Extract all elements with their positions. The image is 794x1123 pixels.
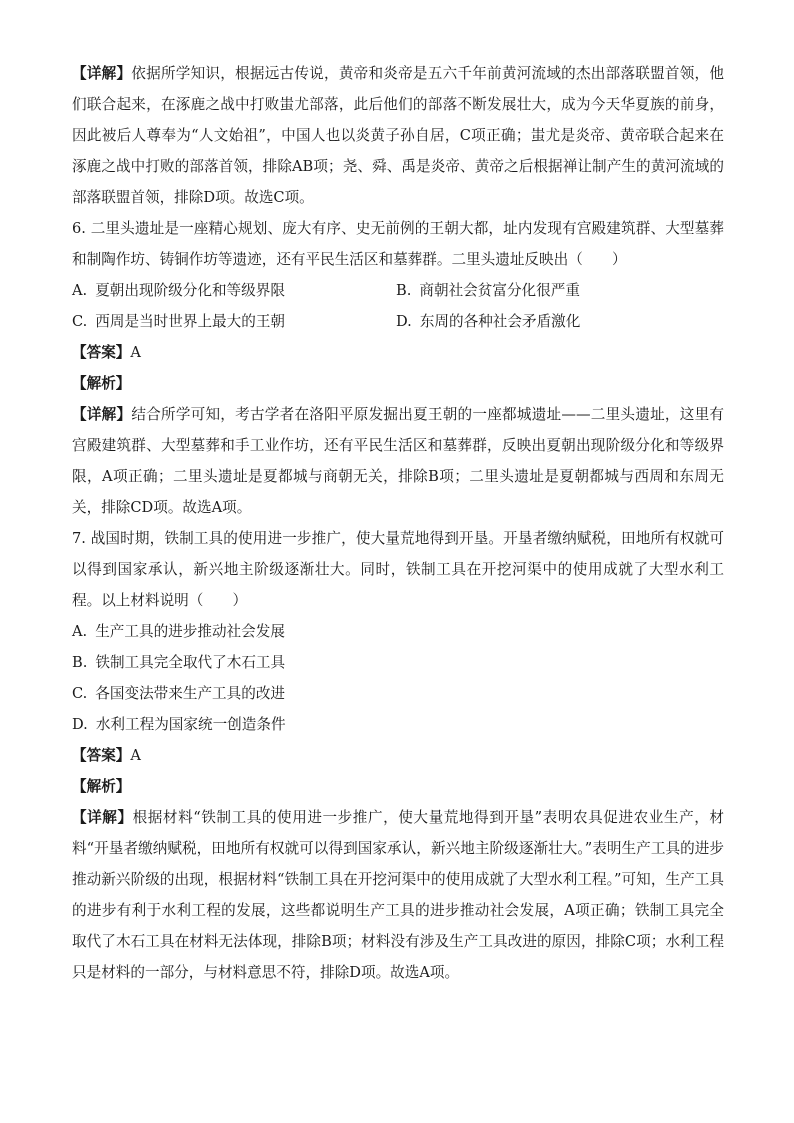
option-d: D. 东周的各种社会矛盾激化 bbox=[396, 313, 581, 330]
q7-detail-paragraph bbox=[72, 802, 724, 988]
q6-answer bbox=[72, 337, 724, 368]
detail-label: 【详解】 bbox=[72, 65, 132, 82]
q6-options bbox=[72, 275, 724, 337]
option-d: D. 水利工程为国家统一创造条件 bbox=[72, 716, 286, 733]
detail-label: 【详解】 bbox=[72, 809, 133, 826]
detail-text: 根据材料“铁制工具的使用进一步推广，使大量荒地得到开垦”表明农具促进农业生产，材料“开垦者缴纳赋税，田地所有权就可以得到国家承认，新兴地主阶级逐渐壮大。”表明生产工具的进步推动新兴阶级的出现，根据材料“铁制工具在开挖河渠中的使用成就了大型水利工程。”可知，生产工具的进步有利于水利工程的发展，这些都说明生产工具的进步推动社会发展，A项正确；铁制工具完全取代了木石工具在材料无法体现，排除B项；材料没有涉及生产工具改进的原因，排除C项；水利工程只是材料的一部分，与材料意思不符，排除D项。故选A项。 bbox=[72, 809, 724, 981]
option-c: C. 西周是当时世界上最大的王朝 bbox=[72, 313, 286, 330]
option-c: C. 各国变法带来生产工具的改进 bbox=[72, 685, 286, 702]
option-b: B. 铁制工具完全取代了木石工具 bbox=[72, 654, 286, 671]
answer-value: A bbox=[130, 344, 141, 361]
q5-detail-paragraph bbox=[72, 58, 724, 213]
q7-stem: 7. 战国时期，铁制工具的使用进一步推广，使大量荒地得到开垦。开垦者缴纳赋税，田地所有权就可以得到国家承认，新兴地主阶级逐渐壮大。同时，铁制工具在开挖河渠中的使用成就了大型水利工程。以上材料说明（ ） bbox=[72, 530, 724, 609]
answer-label: 【答案】 bbox=[72, 344, 131, 361]
q6-analysis-label: 【解析】 bbox=[72, 375, 131, 392]
q7-answer bbox=[72, 740, 724, 771]
option-b: B. 商朝社会贫富分化很严重 bbox=[396, 282, 580, 299]
q7-analysis-label: 【解析】 bbox=[72, 778, 131, 795]
q7-options bbox=[72, 616, 724, 740]
q6-stem: 6. 二里头遗址是一座精心规划、庞大有序、史无前例的王朝大都，址内发现有宫殿建筑群、大型墓葬和制陶作坊、铸铜作坊等遗迹，还有平民生活区和墓葬群。二里头遗址反映出（ ） bbox=[72, 220, 724, 268]
detail-label: 【详解】 bbox=[72, 406, 132, 423]
detail-text: 依据所学知识，根据远古传说，黄帝和炎帝是五六千年前黄河流域的杰出部落联盟首领，他们联合起来，在涿鹿之战中打败蚩尤部落，此后他们的部落不断发展壮大，成为今天华夏族的前身，因此被后人尊奉为“人文始祖”，中国人也以炎黄子孙自居，C项正确；蚩尤是炎帝、黄帝联合起来在涿鹿之战中打败的部落首领，排除AB项；尧、舜、禹是炎帝、黄帝之后根据禅让制产生的黄河流域的部落联盟首领，排除D项。故选C项。 bbox=[72, 65, 724, 206]
answer-label: 【答案】 bbox=[72, 747, 131, 764]
detail-text: 结合所学可知，考古学者在洛阳平原发掘出夏王朝的一座都城遗址——二里头遗址，这里有宫殿建筑群、大型墓葬和手工业作坊，还有平民生活区和墓葬群，反映出夏朝出现阶级分化和等级界限，A项正确；二里头遗址是夏都城与商朝无关，排除B项；二里头遗址是夏朝都城与西周和东周无关，排除CD项。故选A项。 bbox=[72, 406, 724, 516]
option-a: A. 夏朝出现阶级分化和等级界限 bbox=[72, 282, 285, 299]
q6-detail-paragraph bbox=[72, 399, 724, 523]
answer-value: A bbox=[130, 747, 141, 764]
option-a: A. 生产工具的进步推动社会发展 bbox=[72, 623, 285, 640]
